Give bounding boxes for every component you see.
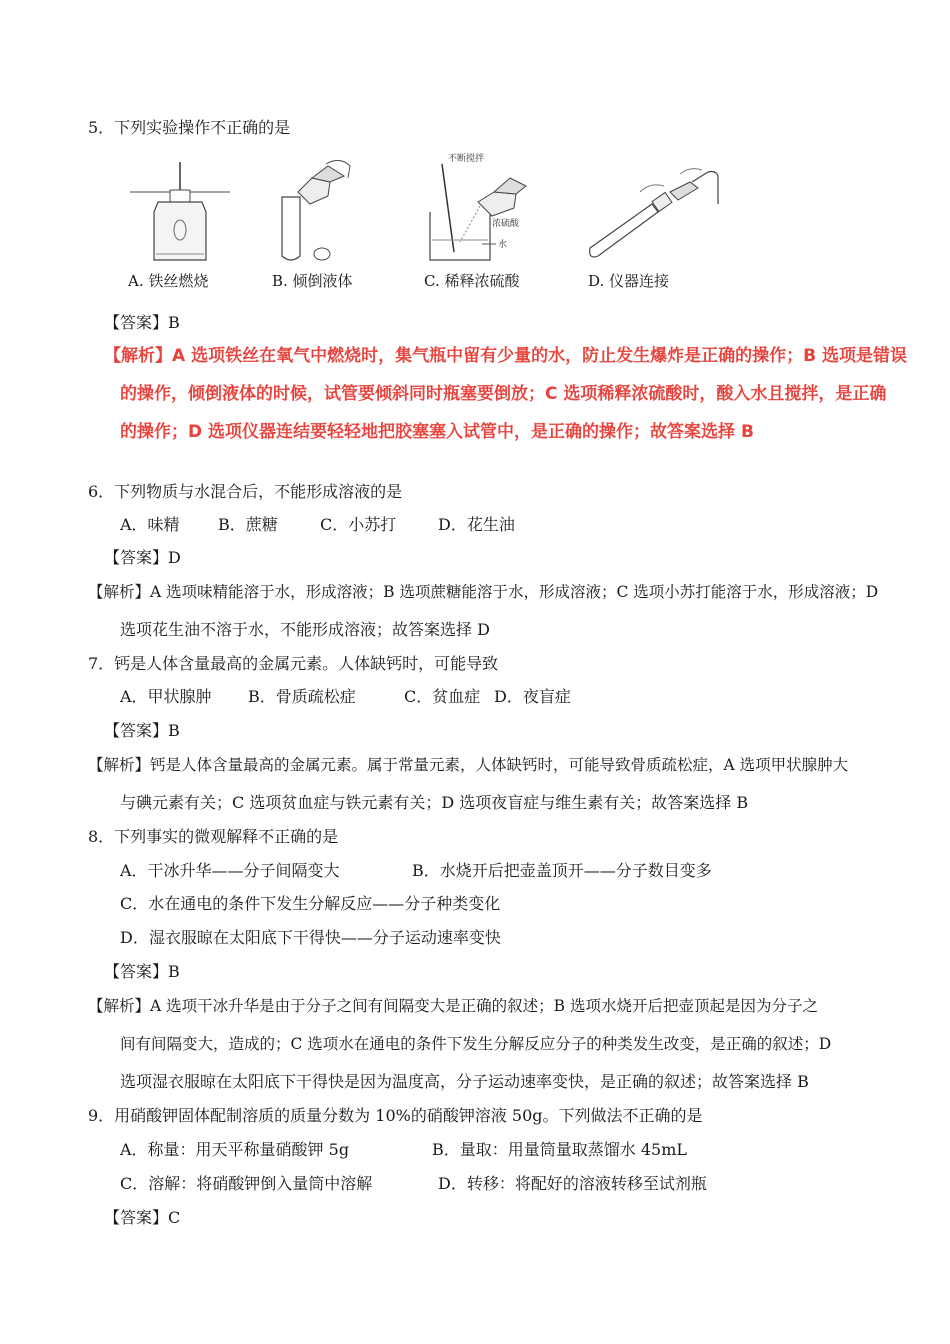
q6-analysis-line-1: 【解析】A 选项味精能溶于水，形成溶液；B 选项蔗糖能溶于水，形成溶液；C 选项小苏打能溶于水，形成溶液；D xyxy=(88,583,879,601)
q8-option-b: B．水烧开后把壶盖顶开——分子数目变多 xyxy=(412,861,712,880)
q7-option-b: B．骨质疏松症 xyxy=(248,687,356,706)
q7-options xyxy=(120,687,920,707)
q5-answer: 【答案】B xyxy=(104,313,180,332)
q5-analysis-line-2: 的操作，倾倒液体的时候，试管要倾斜同时瓶塞要倒放；C 选项稀释浓硫酸时，酸入水且搅拌，是正确 xyxy=(120,384,887,404)
q8-option-a: A．干冰升华——分子间隔变大 xyxy=(120,861,340,880)
q8-option-c: C．水在通电的条件下发生分解反应——分子种类变化 xyxy=(120,894,501,913)
figure-c xyxy=(420,152,570,292)
q6-stem: 6．下列物质与水混合后，不能形成溶液的是 xyxy=(88,482,403,501)
q6-answer: 【答案】D xyxy=(104,548,181,567)
q5-figures xyxy=(120,152,740,292)
gas-bottle-wire-icon xyxy=(120,152,270,267)
q6-analysis-line-2: 选项花生油不溶于水，不能形成溶液；故答案选择 D xyxy=(120,620,490,639)
q9-options-row-2 xyxy=(120,1174,920,1194)
q9-answer: 【答案】C xyxy=(104,1208,181,1227)
q6-options xyxy=(120,515,920,535)
q7-option-d: D．夜盲症 xyxy=(494,687,571,706)
figure-a-caption: A. 铁丝燃烧 xyxy=(128,272,209,290)
q7-analysis-line-2: 与碘元素有关；C 选项贫血症与铁元素有关；D 选项夜盲症与维生素有关；故答案选择 B xyxy=(120,793,749,812)
q9-option-d: D．转移：将配好的溶液转移至试剂瓶 xyxy=(438,1174,707,1193)
q6-option-d: D．花生油 xyxy=(438,515,515,534)
label-water: 水 xyxy=(498,240,508,250)
dilution-beaker-icon xyxy=(420,152,590,267)
q5-stem: 5．下列实验操作不正确的是 xyxy=(88,118,291,137)
q7-option-c: C．贫血症 xyxy=(404,687,481,706)
q7-answer: 【答案】B xyxy=(104,721,180,740)
q8-stem: 8．下列事实的微观解释不正确的是 xyxy=(88,827,339,846)
figure-d xyxy=(580,152,730,292)
q9-option-b: B．量取：用量筒量取蒸馏水 45mL xyxy=(432,1140,688,1159)
figure-c-caption: C. 稀释浓硫酸 xyxy=(424,272,520,290)
q8-analysis-line-1: 【解析】A 选项干冰升华是由于分子之间有间隔变大是正确的叙述；B 选项水烧开后把壶顶起是因为分子之 xyxy=(88,997,818,1015)
figure-b-caption: B. 倾倒液体 xyxy=(272,272,353,290)
q6-option-a: A．味精 xyxy=(120,515,180,534)
q8-analysis-line-2: 间有间隔变大，造成的；C 选项水在通电的条件下发生分解反应分子的种类发生改变，是正确的叙述；D xyxy=(120,1035,832,1053)
label-acid: 浓硫酸 xyxy=(492,219,520,229)
label-stirring: 不断搅拌 xyxy=(448,154,485,164)
q6-option-b: B．蔗糖 xyxy=(218,515,278,534)
q7-option-a: A．甲状腺肿 xyxy=(120,687,212,706)
pouring-liquid-icon xyxy=(270,152,420,267)
figure-b xyxy=(270,152,420,292)
q6-option-c: C．小苏打 xyxy=(320,515,397,534)
q8-options-row-1 xyxy=(120,861,920,881)
q5-analysis-line-3: 的操作；D 选项仪器连结要轻轻地把胶塞塞入试管中，是正确的操作；故答案选择 B xyxy=(120,422,754,442)
q9-stem: 9．用硝酸钾固体配制溶质的质量分数为 10%的硝酸钾溶液 50g。下列做法不正确的是 xyxy=(88,1106,703,1125)
q7-stem: 7．钙是人体含量最高的金属元素。人体缺钙时，可能导致 xyxy=(88,654,499,673)
figure-a xyxy=(120,152,270,292)
tube-connection-icon xyxy=(580,152,740,267)
q8-analysis-line-3: 选项湿衣服晾在太阳底下干得快是因为温度高，分子运动速率变快，是正确的叙述；故答案选择 B xyxy=(120,1072,809,1091)
q5-analysis-line-1: 【解析】A 选项铁丝在氧气中燃烧时，集气瓶中留有少量的水，防止发生爆炸是正确的操作；B 选项是错误 xyxy=(104,346,907,366)
q9-option-c: C．溶解：将硝酸钾倒入量筒中溶解 xyxy=(120,1174,373,1193)
q9-options-row-1 xyxy=(120,1140,920,1160)
q9-option-a: A．称量：用天平称量硝酸钾 5g xyxy=(120,1140,350,1159)
q8-answer: 【答案】B xyxy=(104,962,180,981)
figure-d-caption: D. 仪器连接 xyxy=(588,272,670,290)
q8-option-d: D．湿衣服晾在太阳底下干得快——分子运动速率变快 xyxy=(120,928,501,947)
q7-analysis-line-1: 【解析】钙是人体含量最高的金属元素。属于常量元素，人体缺钙时，可能导致骨质疏松症，A 选项甲状腺肿大 xyxy=(88,756,849,774)
